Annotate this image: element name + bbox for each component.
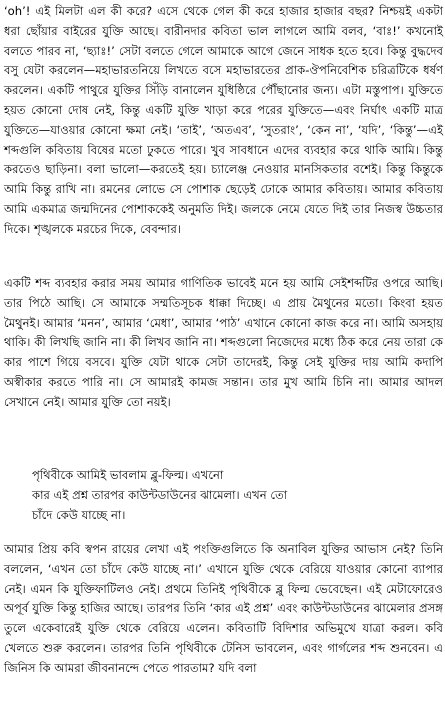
poem-line: পৃথিবীকে আমিই ভাবলাম ব্লু-ফিল্ম। এখনো xyxy=(32,468,224,482)
paragraph-logic-and-poetry: ‘oh’! এই মিলটা এল কী করে? এসে থেকে গেল কী করে হাজার হাজার বছর? নিশ্চয়ই একটা ধরা ছোঁয়ার বাইরের যুক্তি আছে। বারীনদার কবিতা ভাল লাগলে আমি বলব, ‘বাঃ!’ কখনোই বলতে পারব না, ‘ছ্যাঃ!’ সেটা বলতে গেলে আমাকে আগে জেনে সাধক হতে হবে। কিন্তু বুদ্ধদেব বসু যেটা করলেন—মহাভারতনিয়ে লিখতে বসে মহাভারতের প্রাক-ঔপনিবেশিক চরিত্রটিকে ধর্ষণ করলেন। একটি পাথুরে যুক্তির সিঁড়ি বানালেন যুধিষ্ঠিরে পৌঁছানোর জন্য। এটা মস্তুপাপ। যুক্তিতে হয়ত কোনো দোষ নেই, কিন্তু একটি যুক্তি খাড়া করে পরের যুক্তিতে—এবং নির্ঘাৎ একটি মাত্র যুক্তিতে—যাওয়ার কোনো ক্ষমা নেই। ‘তাই’, ‘অতএব’, ‘সুতরাং’, ‘কেন না’, ‘যদি’, ‘কিন্তু’—এই শব্দগুলি কবিতায় বিষের মতো ঢুকতে পারে। খুব সাবধানে এদের ব্যবহার করে থাকি আমি। কিন্তু করতেও ছাড়িনা। বলা ভালো—করতেই হয়। চ্যালেঞ্জ নেওয়ার মানসিকতার বশেই। কিন্তু কিন্তুকে আমি কিন্তু রাখি না। রমনের লোভে সে পোশাক ছেড়েই ঢোকে আমার কবিতায়। আমার কবিতায় আমি একমাত্র জন্মদিনের পোশাককেই অনুমতি দিই। জলকে নেমে যেতে দিই তার নিজস্ব উচ্চতার দিকে। শৃঙ্খলকে মরচের দিকে, বেবন্দার। xyxy=(4,4,443,236)
paragraph-poem-commentary: আমার প্রিয় কবি স্বপন রায়ের লেখা এই পংক্তিগুলিতে কি অনাবিল যুক্তির আভাস নেই? তিনি বললেন, ‘এখন তো চাঁদে কেউ যাচ্ছে না।’ এখানে যুক্তি থেকে বেরিয়ে যাওয়ার কোনো ব্যাপার নেই। এমন কি যুক্তিফাটিলও নেই। প্রথমে তিনিই পৃথিবীকে ব্লু ফিল্ম ভেবেছেন। এই মেটাফোরেও অপূর্ব যুক্তি কিন্তু হাজির আছে। তারপর তিনি ‘কার এই প্রশ্ন’ এবং কাউন্টডাউনের ঝামেলার প্রসঙ্গ তুলে একেবারেই যুক্তি থেকে বেরিয়ে এলেন। কবিতাটি বিদিশার অভিমুখে যাত্রা করল। কবি খেলতে শুরু করলেন। তারপর তিনি পৃথিবীকে টেনিস ভাবলেন, এবং গার্গলের শব্দ শুনবেন। এ জিনিস কি আমরা জীবনানন্দে পেতে পারতাম? যদি বলা xyxy=(4,542,443,675)
poem-quote xyxy=(0,466,439,525)
poem-line: চাঁদে কেউ যাচ্ছে না। xyxy=(32,507,126,522)
paragraph-words-and-author: একটি শব্দ ব্যবহার করার সময় আমার গাণিতিক ভাবেই মনে হয় আমি সেইশব্দটির ওপরে আছি। তার পিঠে আছি। সে আমাকে সম্মতিসূচক ধাক্কা দিচ্ছে। এ প্রায় মৈথুনের মতো। কিংবা হয়ত মৈথুনই। আমার ‘মনন’, আমার ‘মেধা’, আমার ‘পাঠ’ এখানে কোনো কাজ করে না। আমি অসহায় থাকি। কী লিখছি জানি না। কী লিখব জানি না। শব্দগুলো নিজেদের মধ্যে ঠিক করে নেয় তারা কে কার পাশে গিয়ে বসবে। যুক্তি যেটা থাকে সেটা তাদেরই, কিন্তু সেই যুক্তির দায় আমি কদাপি অস্বীকার করতে পারি না। সে আমারই কামজ সন্তান। তার মুখ আমি চিনি না। আমার আদল সেখানে নেই। আমার যুক্তি তো নয়ই। xyxy=(4,276,443,409)
poem-line: কার এই প্রশ্ন তারপর কাউন্টডাউনের ঝামেলা। এখন তো xyxy=(32,487,288,502)
